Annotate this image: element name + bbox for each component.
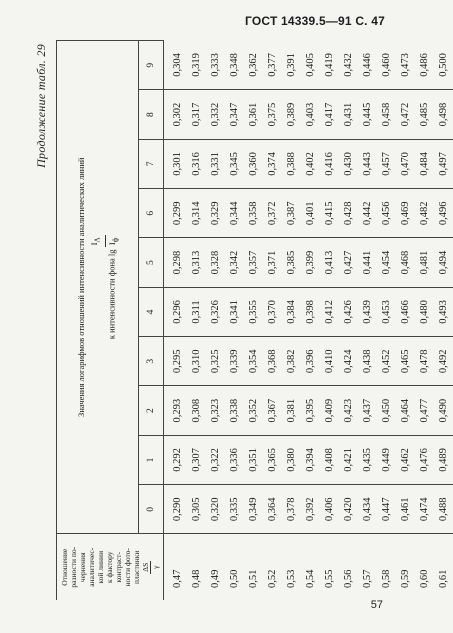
table-cell: 0,461 — [396, 485, 415, 534]
table-cell: 0,352 — [244, 386, 263, 435]
table-cell: 0,344 — [225, 189, 244, 238]
formula-numerator: $I_\Lambda$ — [88, 235, 106, 247]
table-cell: 0,301 — [164, 139, 188, 188]
intensity-ratio-formula — [88, 235, 122, 247]
table-cell: 0,415 — [320, 189, 339, 238]
table-cell: 0,365 — [263, 435, 282, 484]
table-cell: 0,482 — [415, 189, 434, 238]
table-cell: 0,307 — [187, 435, 206, 484]
stub-line: ности фото- — [123, 548, 132, 587]
table-cell: 0,500 — [434, 41, 453, 90]
table-cell: 0,345 — [225, 139, 244, 188]
table-cell: 0,486 — [415, 41, 434, 90]
column-header: 4 — [139, 287, 164, 336]
row-label: 0,60 — [419, 569, 430, 588]
table-cell: 0,438 — [358, 337, 377, 386]
column-header: 2 — [139, 386, 164, 435]
table-cell: 0,490 — [434, 386, 453, 435]
table-cell: 0,465 — [396, 337, 415, 386]
row-label: 0,56 — [343, 569, 354, 588]
table-cell: 0,372 — [263, 189, 282, 238]
table-cell: 0,326 — [206, 287, 225, 336]
table-cell: 0,484 — [415, 139, 434, 188]
table-row — [164, 41, 188, 601]
table-cell: 0,308 — [187, 386, 206, 435]
table-cell: 0,335 — [225, 485, 244, 534]
table-cell: 0,342 — [225, 238, 244, 287]
stub-fraction — [141, 561, 160, 574]
table-cell: 0,391 — [282, 41, 301, 90]
table-row — [396, 41, 415, 601]
table-cell: 0,449 — [377, 435, 396, 484]
stub-line: пластинки — [132, 550, 141, 584]
table-cell: 0,492 — [434, 337, 453, 386]
table-row — [187, 41, 206, 601]
table-cell: 0,447 — [377, 485, 396, 534]
table-cell: 0,316 — [187, 139, 206, 188]
table-cell: 0,382 — [282, 337, 301, 386]
table-cell: 0,474 — [415, 485, 434, 534]
table-cell: 0,469 — [396, 189, 415, 238]
table-cell: 0,408 — [320, 435, 339, 484]
table-cell: 0,381 — [282, 386, 301, 435]
table-row — [282, 41, 301, 601]
table-cell: 0,421 — [339, 435, 358, 484]
row-label: 0,59 — [400, 569, 411, 588]
table-cell: 0,399 — [301, 238, 320, 287]
table-cell: 0,351 — [244, 435, 263, 484]
table-cell: 0,493 — [434, 287, 453, 336]
table-cell: 0,458 — [377, 90, 396, 139]
table-cell: 0,410 — [320, 337, 339, 386]
table-cell: 0,412 — [320, 287, 339, 336]
table-cell: 0,468 — [396, 238, 415, 287]
values-group-header — [57, 41, 139, 535]
table-cell: 0,310 — [187, 337, 206, 386]
table-cell: 0,389 — [282, 90, 301, 139]
table-cell: 0,370 — [263, 287, 282, 336]
table-cell: 0,485 — [415, 90, 434, 139]
stub-line: к фактору — [105, 551, 114, 584]
table-row — [301, 41, 320, 601]
table-continuation-caption: Продолжение табл. 29 — [34, 44, 48, 168]
table-cell: 0,375 — [263, 90, 282, 139]
table-cell: 0,417 — [320, 90, 339, 139]
table-cell: 0,296 — [164, 287, 188, 336]
table-cell: 0,311 — [187, 287, 206, 336]
table-cell: 0,497 — [434, 139, 453, 188]
table-cell: 0,432 — [339, 41, 358, 90]
table-cell: 0,409 — [320, 386, 339, 435]
table-cell: 0,477 — [415, 386, 434, 435]
table-row — [377, 41, 396, 601]
stub-line: чернения — [78, 552, 87, 583]
table-cell: 0,435 — [358, 435, 377, 484]
table-cell: 0,403 — [301, 90, 320, 139]
table-body — [164, 41, 453, 601]
table-cell: 0,470 — [396, 139, 415, 188]
column-header: 9 — [139, 41, 164, 90]
table-cell: 0,304 — [164, 41, 188, 90]
stub-line: разности по- — [69, 546, 78, 588]
column-header: 8 — [139, 90, 164, 139]
page-number: 57 — [370, 599, 383, 611]
table-cell: 0,333 — [206, 41, 225, 90]
table-cell: 0,443 — [358, 139, 377, 188]
table-cell: 0,396 — [301, 337, 320, 386]
table-cell: 0,295 — [164, 337, 188, 386]
column-header: 5 — [139, 238, 164, 287]
table-cell: 0,476 — [415, 435, 434, 484]
table-cell: 0,442 — [358, 189, 377, 238]
table-cell: 0,341 — [225, 287, 244, 336]
table-cell: 0,423 — [339, 386, 358, 435]
table-cell: 0,466 — [396, 287, 415, 336]
table-cell: 0,380 — [282, 435, 301, 484]
table-cell: 0,450 — [377, 386, 396, 435]
stub-line: кой линии — [96, 550, 105, 584]
table-cell: 0,426 — [339, 287, 358, 336]
table-cell: 0,338 — [225, 386, 244, 435]
table-cell: 0,413 — [320, 238, 339, 287]
table-row — [225, 41, 244, 601]
group-header-line1: Значения логарифмов отношений интенсивности аналитических линий — [75, 157, 86, 417]
table-cell: 0,298 — [164, 238, 188, 287]
table-cell: 0,314 — [187, 189, 206, 238]
table-cell: 0,331 — [206, 139, 225, 188]
group-header-line2: к интенсивности фона lg — [106, 249, 117, 340]
table-cell: 0,317 — [187, 90, 206, 139]
table-cell: 0,480 — [415, 287, 434, 336]
stub-line: Отношение — [60, 548, 69, 586]
row-label: 0,58 — [381, 569, 392, 588]
table-cell: 0,431 — [339, 90, 358, 139]
table-cell: 0,374 — [263, 139, 282, 188]
table-cell: 0,347 — [225, 90, 244, 139]
table-cell: 0,339 — [225, 337, 244, 386]
table-cell: 0,358 — [244, 189, 263, 238]
table-cell: 0,305 — [187, 485, 206, 534]
table-cell: 0,292 — [164, 435, 188, 484]
table-cell: 0,472 — [396, 90, 415, 139]
table-cell: 0,437 — [358, 386, 377, 435]
table-cell: 0,364 — [263, 485, 282, 534]
table-cell: 0,328 — [206, 238, 225, 287]
table-cell: 0,420 — [339, 485, 358, 534]
row-label: 0,53 — [286, 569, 297, 588]
row-label: 0,47 — [172, 569, 183, 588]
table-cell: 0,488 — [434, 485, 453, 534]
table-cell: 0,441 — [358, 238, 377, 287]
table-cell: 0,299 — [164, 189, 188, 238]
table-cell: 0,494 — [434, 238, 453, 287]
table-cell: 0,368 — [263, 337, 282, 386]
table-row — [415, 41, 434, 601]
table-cell: 0,355 — [244, 287, 263, 336]
table-cell: 0,354 — [244, 337, 263, 386]
stub-fraction-numerator: ΔS — [141, 562, 150, 572]
table-cell: 0,361 — [244, 90, 263, 139]
table-row — [263, 41, 282, 601]
table-cell: 0,402 — [301, 139, 320, 188]
table-cell: 0,293 — [164, 386, 188, 435]
table-cell: 0,385 — [282, 238, 301, 287]
table-cell: 0,290 — [164, 485, 188, 534]
table-cell: 0,378 — [282, 485, 301, 534]
table-cell: 0,336 — [225, 435, 244, 484]
table-cell: 0,489 — [434, 435, 453, 484]
table-cell: 0,371 — [263, 238, 282, 287]
row-label: 0,55 — [324, 569, 335, 588]
table-cell: 0,319 — [187, 41, 206, 90]
column-header: 3 — [139, 337, 164, 386]
table-cell: 0,439 — [358, 287, 377, 336]
table-cell: 0,302 — [164, 90, 188, 139]
table-cell: 0,464 — [396, 386, 415, 435]
table-cell: 0,473 — [396, 41, 415, 90]
table-cell: 0,434 — [358, 485, 377, 534]
table-cell: 0,322 — [206, 435, 225, 484]
table-cell: 0,430 — [339, 139, 358, 188]
row-label: 0,57 — [362, 569, 373, 588]
table-cell: 0,462 — [396, 435, 415, 484]
stub-fraction-denominator: γ — [151, 565, 160, 569]
table-row — [434, 41, 453, 601]
table-cell: 0,428 — [339, 189, 358, 238]
column-header: 6 — [139, 189, 164, 238]
stub-line: контраст- — [114, 551, 123, 583]
table-cell: 0,377 — [263, 41, 282, 90]
table-cell: 0,498 — [434, 90, 453, 139]
table-cell: 0,332 — [206, 90, 225, 139]
table-cell: 0,349 — [244, 485, 263, 534]
table-cell: 0,424 — [339, 337, 358, 386]
table-cell: 0,398 — [301, 287, 320, 336]
table-cell: 0,406 — [320, 485, 339, 534]
table-cell: 0,329 — [206, 189, 225, 238]
table-cell: 0,313 — [187, 238, 206, 287]
row-label: 0,48 — [191, 569, 202, 588]
table-cell: 0,454 — [377, 238, 396, 287]
table-cell: 0,446 — [358, 41, 377, 90]
table-cell: 0,456 — [377, 189, 396, 238]
formula-denominator: $I_ф$ — [106, 237, 120, 246]
row-label: 0,54 — [305, 569, 316, 588]
table-cell: 0,360 — [244, 139, 263, 188]
table-cell: 0,453 — [377, 287, 396, 336]
table-cell: 0,357 — [244, 238, 263, 287]
table-cell: 0,452 — [377, 337, 396, 386]
table-row — [244, 41, 263, 601]
table-cell: 0,362 — [244, 41, 263, 90]
table-cell: 0,419 — [320, 41, 339, 90]
table-cell: 0,325 — [206, 337, 225, 386]
row-label: 0,61 — [438, 569, 449, 588]
table-cell: 0,457 — [377, 139, 396, 188]
table-cell: 0,320 — [206, 485, 225, 534]
row-label: 0,51 — [248, 569, 259, 588]
table-row — [206, 41, 225, 601]
table-cell: 0,323 — [206, 386, 225, 435]
column-header: 0 — [139, 485, 164, 534]
table-cell: 0,460 — [377, 41, 396, 90]
table-cell: 0,384 — [282, 287, 301, 336]
table-cell: 0,445 — [358, 90, 377, 139]
table-row — [339, 41, 358, 601]
column-header: 1 — [139, 435, 164, 484]
table-row — [320, 41, 339, 601]
table-cell: 0,405 — [301, 41, 320, 90]
table-cell: 0,481 — [415, 238, 434, 287]
row-label: 0,49 — [210, 569, 221, 588]
table-cell: 0,395 — [301, 386, 320, 435]
table-cell: 0,387 — [282, 189, 301, 238]
table-cell: 0,496 — [434, 189, 453, 238]
row-label: 0,52 — [267, 569, 278, 588]
log-intensity-table — [56, 40, 453, 600]
stub-line: аналитичес- — [87, 547, 96, 587]
table-cell: 0,348 — [225, 41, 244, 90]
table-cell: 0,416 — [320, 139, 339, 188]
column-header: 7 — [139, 139, 164, 188]
table-cell: 0,367 — [263, 386, 282, 435]
table-cell: 0,401 — [301, 189, 320, 238]
table-cell: 0,427 — [339, 238, 358, 287]
stub-header — [57, 534, 164, 600]
column-header-row — [139, 41, 164, 601]
table-cell: 0,478 — [415, 337, 434, 386]
row-label: 0,50 — [229, 569, 240, 588]
table-cell: 0,392 — [301, 485, 320, 534]
table-cell: 0,394 — [301, 435, 320, 484]
standard-header: ГОСТ 14339.5—91 С. 47 — [245, 14, 385, 28]
table-row — [358, 41, 377, 601]
table-cell: 0,388 — [282, 139, 301, 188]
rotated-table-page — [32, 40, 449, 600]
